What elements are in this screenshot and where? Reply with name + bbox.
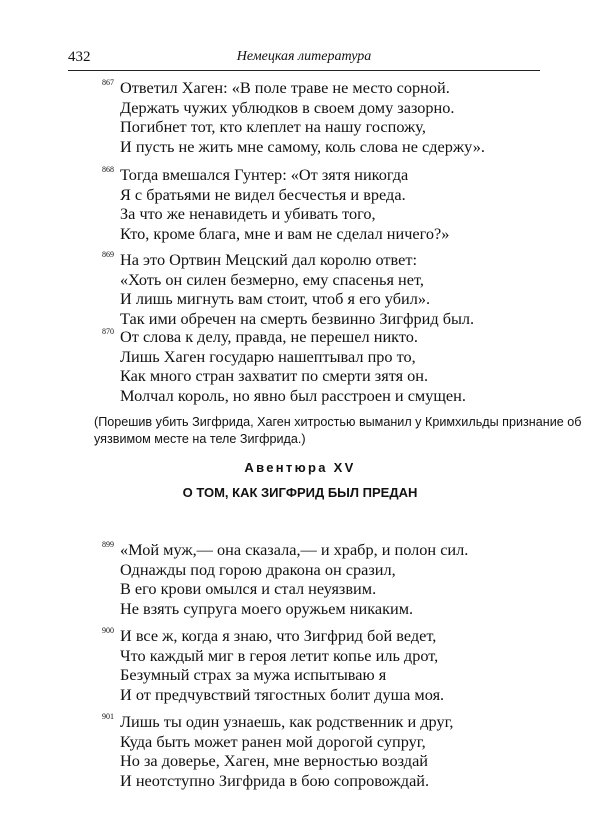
- verse-line: И пусть не жить мне самому, коль слова не сдержу».: [120, 136, 485, 156]
- verse-line: Но за доверье, Хаген, мне верностью воздай: [120, 751, 429, 770]
- stanza-867: [100, 78, 540, 156]
- verse-line: Молчал король, но явно был расстроен и смущен.: [120, 385, 466, 405]
- stanza-number: 900: [102, 626, 114, 635]
- stanza-901: [100, 712, 540, 790]
- summary-line: (Порешив убить Зигфрида, Хаген хитростью выманил у Кримхильды признание об: [94, 415, 582, 429]
- summary-line: уязвимом месте на теле Зигфрида.): [94, 432, 306, 446]
- verse-line: Ответил Хаген: «В поле траве не место сорной.: [120, 78, 450, 97]
- verse-line: И от предчувствий тягостных болит душа моя.: [120, 684, 445, 704]
- verse-line: Как много стран захватит по смерти зятя он.: [120, 366, 429, 385]
- stanza-number: 901: [102, 712, 114, 721]
- verse-line: Кто, кроме блага, мне и вам не сделал ничего?»: [120, 223, 450, 243]
- verse-line: Не взять супруга моего оружьем никаким.: [120, 598, 414, 618]
- chapter-title: О ТОМ, КАК ЗИГФРИД БЫЛ ПРЕДАН: [182, 485, 418, 500]
- verse-line: «Мой муж,— она сказала,— и храбр, и полон сил.: [120, 540, 469, 559]
- verse-line: Погибнет тот, кто клеплет на нашу госпожу,: [120, 117, 426, 136]
- adventure-label: Авентюра XV: [244, 460, 356, 475]
- running-title: Немецкая литература: [236, 49, 372, 64]
- verse-line: И неотступно Зигфрида в бою сопровождай.: [120, 770, 430, 790]
- page-number: 432: [68, 49, 91, 65]
- verse-line: Так ими обречен на смерть безвинно Зигфрид был.: [120, 308, 475, 328]
- verse-line: Лишь ты один узнаешь, как родственник и друг,: [120, 712, 454, 731]
- verse-line: И лишь мигнуть вам стоит, чтоб я его убил».: [120, 289, 431, 308]
- stanza-869: [100, 250, 540, 328]
- verse-line: И все ж, когда я знаю, что Зигфрид бой ведет,: [120, 626, 437, 645]
- verse-line: Что каждый миг в героя летит копье иль дрот,: [120, 645, 439, 665]
- prose-summary: [94, 414, 582, 448]
- verse-line: Держать чужих ублюдков в своем дому зазорно.: [120, 97, 455, 117]
- stanza-900: [100, 626, 540, 704]
- verse-line: «Хоть он силен безмерно, ему спасенья нет,: [120, 269, 424, 289]
- stanza-870: [100, 327, 540, 405]
- stanza-number: 870: [102, 327, 114, 336]
- verse-line: За что же ненавидеть и убивать того,: [120, 204, 376, 223]
- stanza-number: 868: [102, 165, 114, 174]
- verse-line: Я с братьями не видел бесчестья и вреда.: [120, 184, 406, 204]
- page-header: [68, 46, 540, 71]
- stanza-number: 899: [102, 540, 114, 549]
- stanza-868: [100, 165, 540, 243]
- stanza-number: 869: [102, 250, 114, 259]
- verse-line: Безумный страх за мужа испытываю я: [120, 665, 387, 684]
- verse-line: В его крови омылся и стал неуязвим.: [120, 579, 377, 598]
- stanza-number: 867: [102, 78, 114, 87]
- verse-line: Лишь Хаген государю нашептывал про то,: [120, 346, 416, 366]
- verse-line: Куда быть может ранен мой дорогой супруг,: [120, 731, 426, 751]
- verse-line: От слова к делу, правда, не перешел никто.: [120, 327, 418, 346]
- verse-line: На это Ортвин Мецский дал королю ответ:: [120, 250, 417, 269]
- verse-line: Тогда вмешался Гунтер: «От зятя никогда: [120, 165, 409, 184]
- verse-line: Однажды под горою дракона он сразил,: [120, 559, 396, 579]
- stanza-899: [100, 540, 540, 618]
